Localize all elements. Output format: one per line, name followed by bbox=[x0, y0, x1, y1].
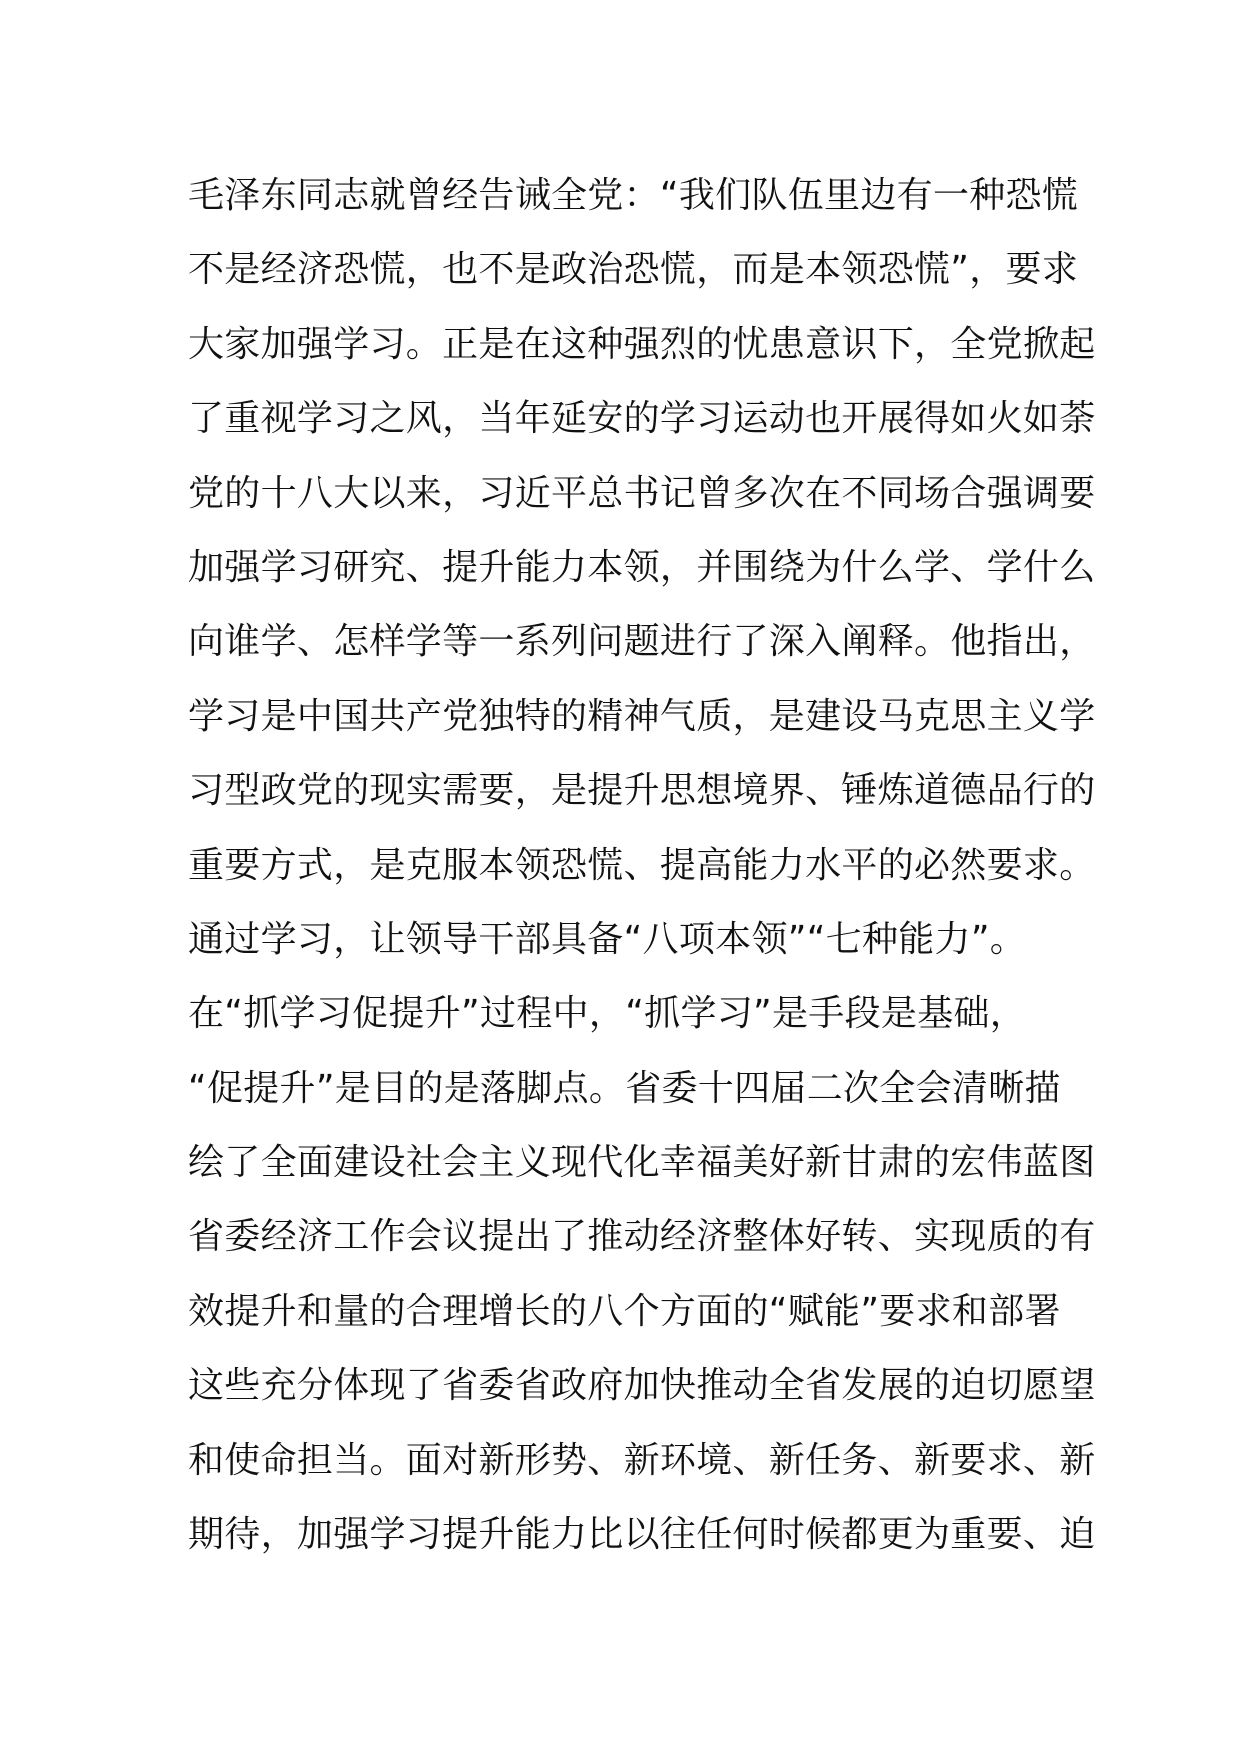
body-text bbox=[188, 166, 1096, 1579]
text-line: 党的十八大以来，习近平总书记曾多次在不同场合强调要 bbox=[188, 472, 1096, 514]
text-line: 加强学习研究、提升能力本领，并围绕为什么学、学什么 bbox=[188, 546, 1096, 588]
text-line: 习型政党的现实需要，是提升思想境界、锤炼道德品行的 bbox=[188, 770, 1096, 812]
text-line: 效提升和量的合理增长的八个方面的“赋能”要求和部署 bbox=[188, 1290, 1061, 1332]
text-line: 不是经济恐慌，也不是政治恐慌，而是本领恐慌”，要求 bbox=[188, 249, 1079, 291]
text-line: 了重视学习之风，当年延安的学习运动也开展得如火如荼 bbox=[188, 398, 1096, 440]
text-line: 重要方式，是克服本领恐慌、提高能力水平的必然要求。 bbox=[188, 844, 1096, 886]
text-line: 这些充分体现了省委省政府加快推动全省发展的迫切愿望 bbox=[188, 1365, 1096, 1407]
text-line: 绘了全面建设社会主义现代化幸福美好新甘肃的宏伟蓝图 bbox=[188, 1142, 1096, 1184]
text-line: 学习是中国共产党独特的精神气质，是建设马克思主义学 bbox=[188, 695, 1096, 737]
text-line: 大家加强学习。正是在这种强烈的忧患意识下，全党掀起 bbox=[188, 323, 1096, 365]
text-line: 毛泽东同志就曾经告诫全党：“我们队伍里边有一种恐慌 bbox=[188, 175, 1079, 216]
text-line: 在“抓学习促提升”过程中，“抓学习”是手段是基础， bbox=[188, 993, 1027, 1035]
text-line: 向谁学、怎样学等一系列问题进行了深入阐释。他指出， bbox=[188, 621, 1096, 663]
text-line: 期待，加强学习提升能力比以往任何时候都更为重要、迫 bbox=[188, 1514, 1096, 1556]
text-line: 省委经济工作会议提出了推动经济整体好转、实现质的有 bbox=[188, 1216, 1096, 1258]
text-line: 和使命担当。面对新形势、新环境、新任务、新要求、新 bbox=[188, 1439, 1096, 1481]
text-line: 通过学习，让领导干部具备“八项本领”“七种能力”。 bbox=[188, 918, 1027, 960]
text-line: “促提升”是目的是落脚点。省委十四届二次全会清晰描 bbox=[188, 1067, 1061, 1109]
